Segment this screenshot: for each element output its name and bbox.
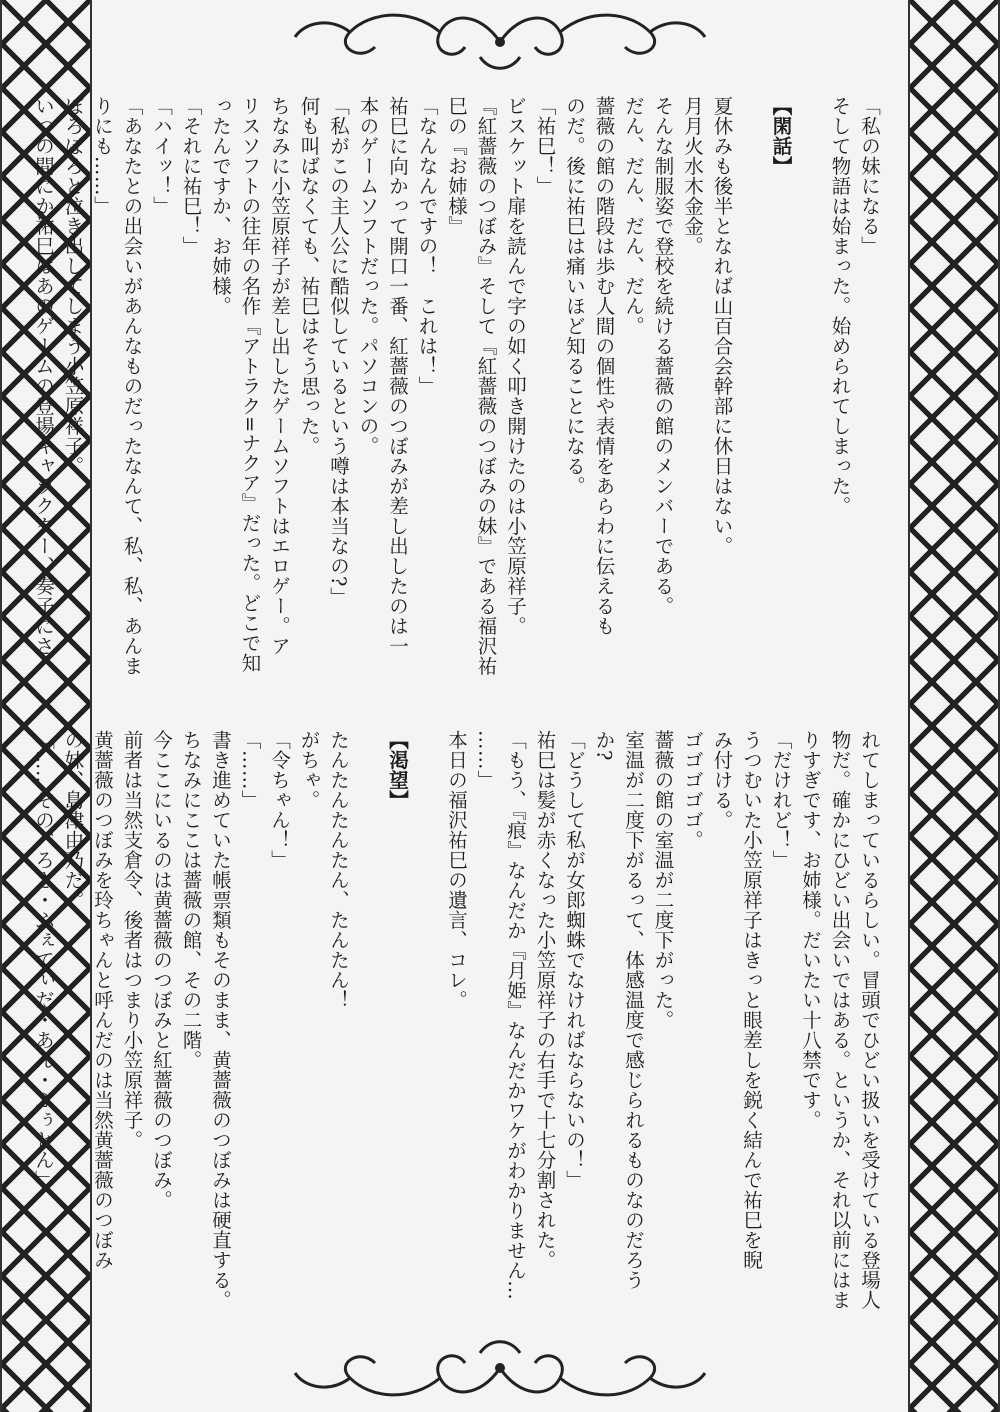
text-line: 「……その、ろさ・ふぇてぃだ・あん・ぶぅとん」 [32,730,55,1190]
text-line: か? [592,730,616,761]
text-line: 室温が二度下がるって、体感温度で感じられるものなのだろう [622,730,645,1290]
text-line: 今ここにいるのは黄薔薇のつぼみと紅薔薇のつぼみ。 [150,730,173,1210]
text-line: 「祐巳！」 [533,96,557,196]
flourish-icon [280,2,720,82]
text-line: 薔薇の館の階段は歩む人間の個性や表情をあらわに伝えるも [592,96,616,636]
text-line: 月月火水木金金。 [681,96,704,256]
text-line: 「それに祐巳！」 [179,96,203,256]
upper-text-section [32,96,884,696]
section-heading-kanwa: 【閑話】 [769,96,793,176]
text-line: 「令ちゃん！」 [268,730,291,870]
text-line: ゴゴゴゴゴ。 [681,730,704,850]
text-line: ぼろぼろと泣き出してしまう小笠原祥子。 [61,96,85,476]
text-line: そんな制服姿で登校を続ける薔薇の館のメンバーである。 [651,96,675,616]
text-line: 巳の『お姉様』 [445,96,468,236]
text-line: 本日の福沢祐巳の遺言、コレ。 [445,730,468,1010]
flourish-icon [280,1328,720,1408]
text-line: 「どうして私が女郎蜘蛛でなければならないの！」 [563,730,586,1190]
text-line: 「私がこの主人公に酷似しているという噂は本当なの?」 [327,96,350,607]
text-line: 前者は当然支倉令、後者はつまり小笠原祥子。 [120,730,144,1150]
text-line: 何も叫ばなくても、祐巳はそう思った。 [297,96,321,456]
text-line: ビスケット扉を読んで字の如く叩き開けたのは小笠原祥子。 [504,96,527,636]
text-line: ちなみに小笠原祥子が差し出したゲームソフトはエロゲー。ア [268,96,291,656]
text-line: れてしまっているらしい。冒頭でひどい扱いを受けている登場人 [858,730,881,1310]
text-line: 「なんなんですの！ これは！」 [415,96,439,396]
text-line: ……」 [474,730,498,790]
text-line: だん、だん、だん、だん。 [622,96,645,336]
line-gap [737,96,767,696]
text-line: 黄薔薇のつぼみを玲ちゃんと呼んだのは当然黄薔薇のつぼみ [91,730,114,1270]
text-line: 「私の妹になる」 [858,96,881,256]
right-lattice-border [908,0,1000,1412]
line-gap [353,730,383,1330]
text-line: たんたんたんたん、たんたん！ [327,730,350,1010]
text-line: 薔薇の館の室温が二度下がった。 [651,730,675,1030]
text-line: いつの間にか祐巳はあのゲームの登場キャラクター、奏子にさ [32,96,55,656]
bottom-flourish-ornament [280,1328,720,1408]
section-heading-katsubou: 【渇望】 [386,730,409,810]
text-line: 「だけれど！」 [769,730,793,870]
line-gap [796,96,826,696]
text-line: のだ。後に祐巳は痛いほど知ることになる。 [563,96,586,496]
text-line: りにも……」 [91,96,114,216]
text-line: ちなみにここは薔薇の館、その二階。 [179,730,203,1070]
text-line: 「ハイッ！」 [150,96,173,216]
top-flourish-ornament [280,2,720,82]
text-line: ったんですか、お姉様。 [209,96,232,316]
text-line: 『紅薔薇のつぼみ』そして『紅薔薇のつぼみの妹』である福沢祐 [474,96,498,676]
text-line: がちゃ。 [297,730,321,810]
text-line: 本のゲームソフトだった。パソコンの。 [356,96,380,456]
text-line: の妹、島津由乃だ。 [61,730,85,910]
text-line: 祐巳に向かって開口一番、紅薔薇のつぼみが差し出したのは一 [386,96,409,656]
text-line: そして物語は始まった。始められてしまった。 [828,96,852,516]
text-line: 「……」 [238,730,262,810]
lower-text-section [32,730,884,1330]
line-gap [412,730,442,1330]
text-line: 書き進めていた帳票類もそのまま、黄薔薇のつぼみは硬直する。 [209,730,232,1310]
text-line: 祐巳は髪が赤くなった小笠原祥子の右手で十七分割された。 [533,730,557,1270]
text-line: リスソフトの往年の名作『アトラク=ナクア』だった。どこで知 [238,96,262,673]
text-line: 「もう、『痕』なんだか『月姫』なんだかワケがわかりません… [504,730,527,1301]
text-line: 夏休みも後半となれば山百合会幹部に休日はない。 [710,96,734,556]
text-line: うつむいた小笠原祥子はきっと眼差しを鋭く結んで祐巳を睨 [740,730,763,1270]
text-line: りすぎです、お姉様。だいたい十八禁です。 [799,730,822,1130]
text-line: 物だ。確かにひどい出会いではある。というか、それ以前にはま [828,730,852,1310]
text-line: み付ける。 [710,730,734,830]
text-line: 「あなたとの出会いがあんなものだったなんて、私、私、あんま [120,96,144,676]
